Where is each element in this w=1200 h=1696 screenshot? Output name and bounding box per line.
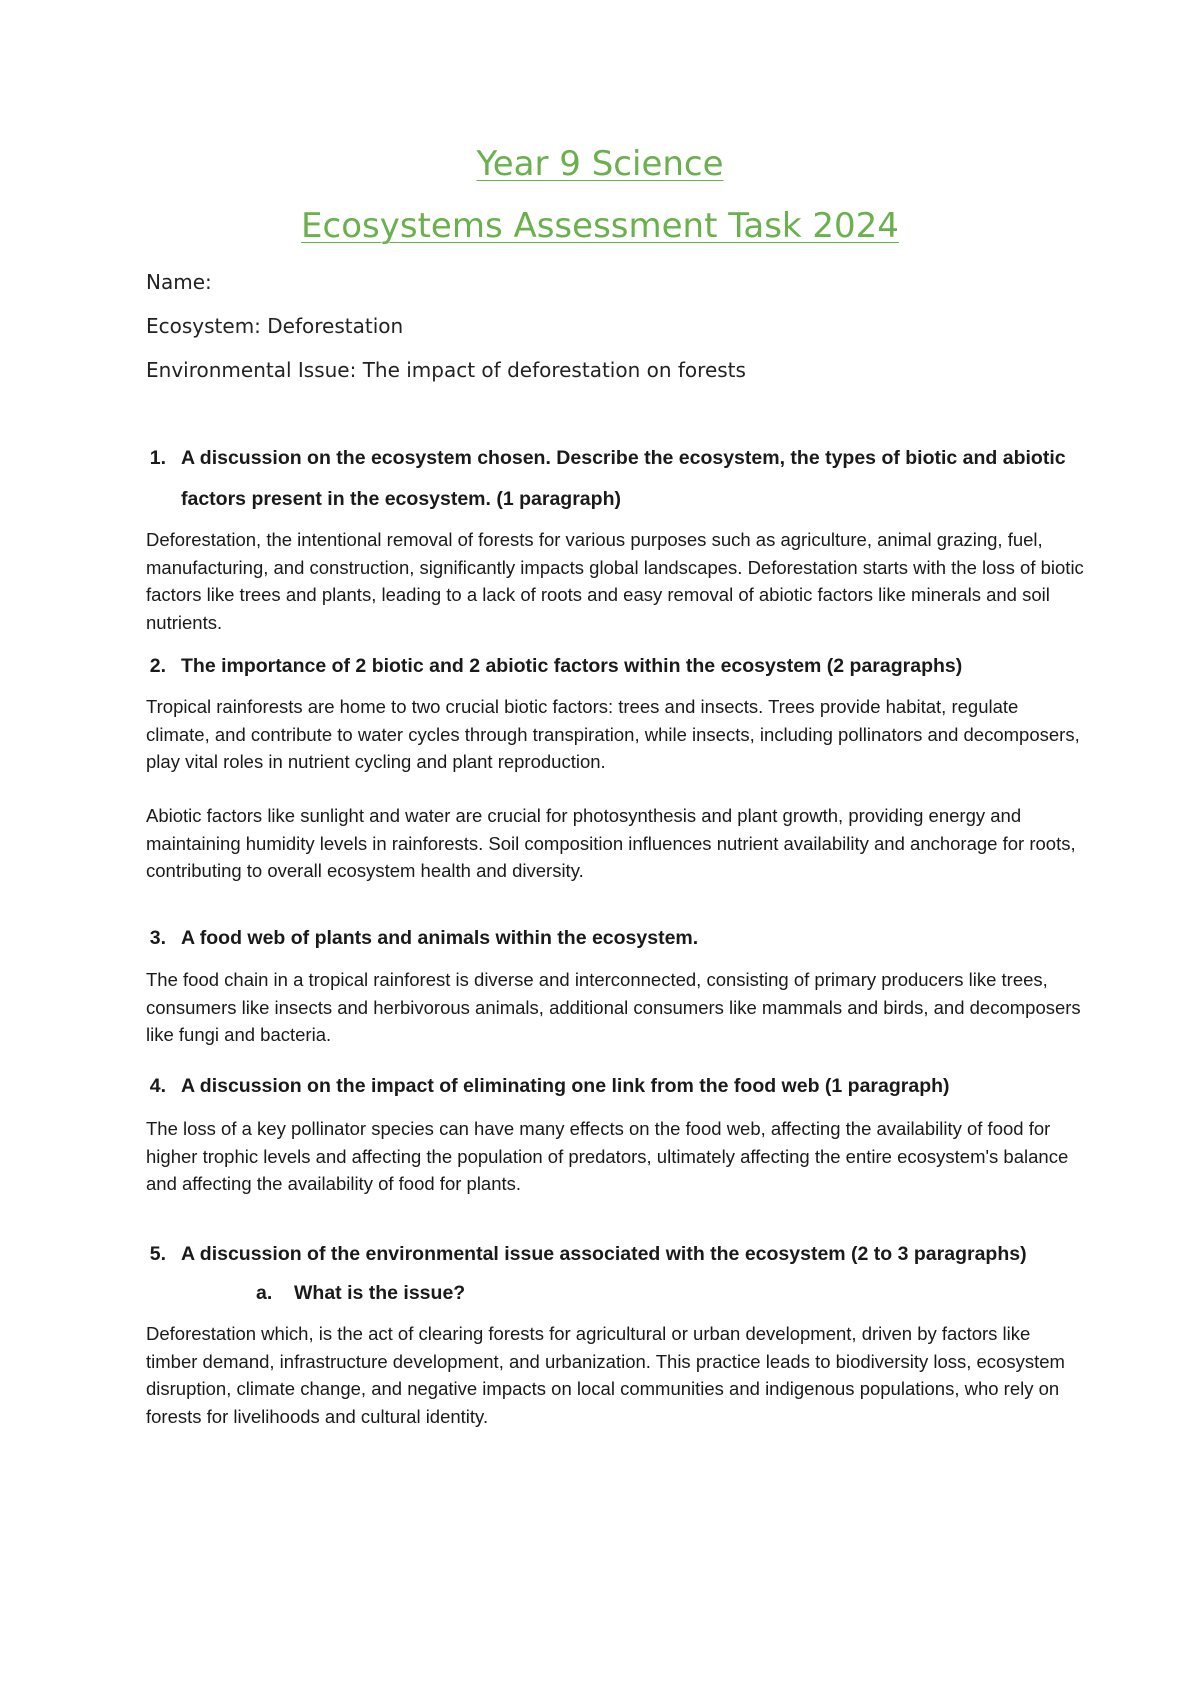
document-subtitle: Ecosystems Assessment Task 2024	[301, 206, 899, 246]
question-text: A discussion on the ecosystem chosen. Describe the ecosystem, the types of biotic and abiotic factors present in the ecosystem. (1 paragraph)	[181, 447, 1066, 510]
answer-paragraph: Tropical rainforests are home to two crucial biotic factors: trees and insects. Trees provide habitat, regulate climate, and contribute to water cycles through transpiration, while insects, including pollinators and decomposers, play vital roles in nutrient cycling and plant reproduction.	[146, 696, 1080, 772]
sub-question-a	[256, 1282, 465, 1305]
answer-paragraph: The food chain in a tropical rainforest is diverse and interconnected, consisting of primary producers like trees, consumers like insects and herbivorous animals, additional consumers like mammals and birds, and decomposers like fungi and bacteria.	[146, 969, 1081, 1045]
question-text: A discussion on the impact of eliminating one link from the food web (1 paragraph)	[181, 1075, 950, 1097]
question-number: 3.	[149, 927, 166, 949]
answer-paragraph: Deforestation which, is the act of clearing forests for agricultural or urban development, driven by factors like timber demand, infrastructure development, and urbanization. This practice leads to biodiversity loss, ecosystem disruption, climate change, and negative impacts on local communities and indigenous populations, who rely on forests for livelihoods and cultural identity.	[146, 1323, 1065, 1427]
name-field: Name:	[146, 270, 212, 294]
question-text: A food web of plants and animals within the ecosystem.	[181, 927, 699, 949]
question-number: 2.	[149, 655, 166, 677]
question-1	[149, 438, 1090, 520]
issue-field: Environmental Issue: The impact of deforestation on forests	[146, 358, 746, 382]
question-4	[149, 1066, 1090, 1107]
question-3	[149, 918, 1090, 959]
question-number: 4.	[149, 1075, 166, 1097]
question-number: 5.	[149, 1243, 166, 1265]
sub-question-letter: a.	[256, 1282, 273, 1304]
document-title: Year 9 Science	[476, 144, 724, 184]
question-5	[149, 1234, 1160, 1275]
answer-paragraph: Deforestation, the intentional removal of forests for various purposes such as agriculture, animal grazing, fuel, manufacturing, and construction, significantly impacts global landscapes. Deforestation starts with the loss of biotic factors like trees and plants, leading to a lack of roots and easy removal of abiotic factors like minerals and soil nutrients.	[146, 529, 1084, 633]
question-text: A discussion of the environmental issue associated with the ecosystem (2 to 3 paragraphs)	[181, 1243, 1027, 1265]
question-number: 1.	[149, 447, 166, 469]
answer-paragraph: Abiotic factors like sunlight and water are crucial for photosynthesis and plant growth, providing energy and maintaining humidity levels in rainforests. Soil composition influences nutrient availability and anchorage for roots, contributing to overall ecosystem health and diversity.	[146, 805, 1076, 881]
question-2	[149, 646, 1090, 687]
answer-paragraph: The loss of a key pollinator species can have many effects on the food web, affecting the availability of food for higher trophic levels and affecting the population of predators, ultimately affecting the entire ecosystem's balance and affecting the availability of food for plants.	[146, 1118, 1069, 1194]
sub-question-text: What is the issue?	[294, 1282, 466, 1304]
question-text: The importance of 2 biotic and 2 abiotic factors within the ecosystem (2 paragraphs)	[181, 655, 963, 677]
ecosystem-field: Ecosystem: Deforestation	[146, 314, 404, 338]
